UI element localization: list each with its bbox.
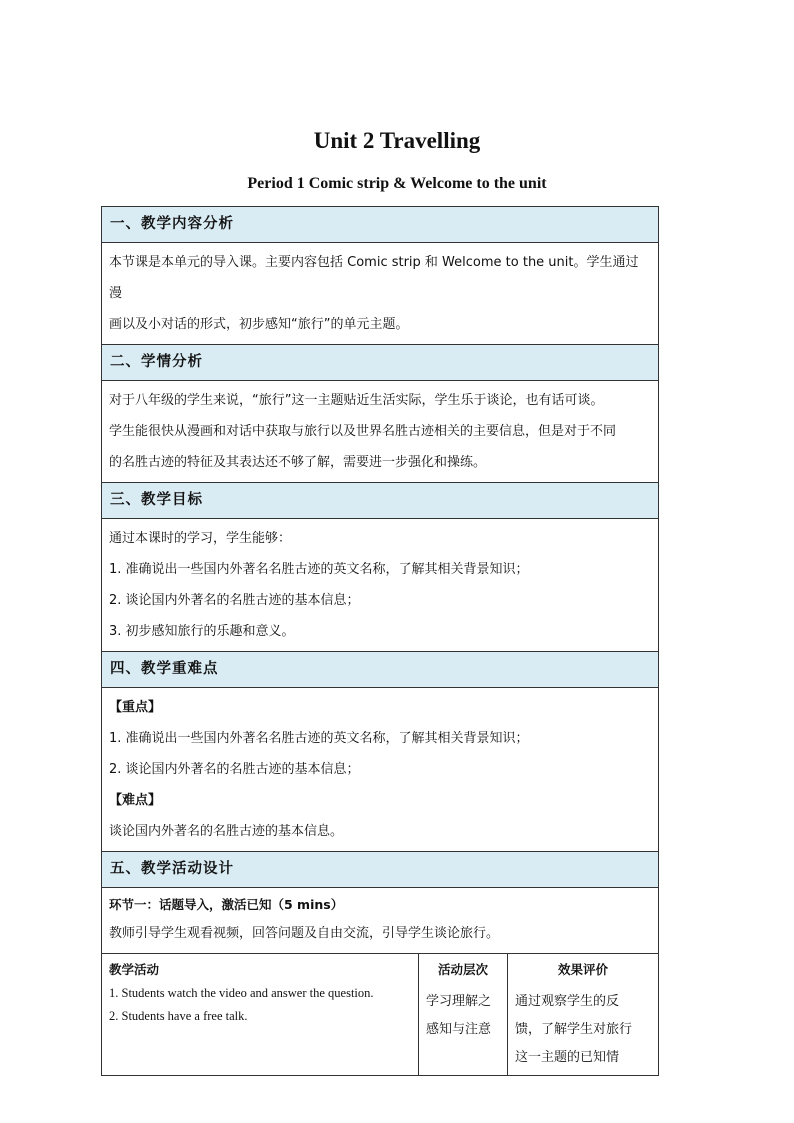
section-heading-objectives: 三、教学目标 <box>102 483 658 519</box>
text-line: 对于八年级的学生来说，“旅行”这一主题贴近生活实际，学生乐于谈论，也有话可谈。 <box>109 393 604 408</box>
text-line: 3. 初步感知旅行的乐趣和意义。 <box>109 624 295 639</box>
evaluation-column <box>508 954 658 1075</box>
level-column <box>419 954 508 1075</box>
section-body-objectives <box>102 519 658 652</box>
section-heading-activity-design: 五、教学活动设计 <box>102 852 658 888</box>
level-line: 学习理解之 <box>426 994 492 1009</box>
evaluation-line: 通过观察学生的反 <box>515 994 620 1009</box>
text-line: 本节课是本单元的导入课。主要内容包括 Comic strip 和 Welcome to the unit。学生通过漫 <box>109 255 639 301</box>
evaluation-column-header: 效果评价 <box>557 962 608 977</box>
activity-item: 2. Students have a free talk. <box>109 1009 248 1023</box>
text-line: 学生能很快从漫画和对话中获取与旅行以及世界名胜古迹相关的主要信息，但是对于不同 <box>109 424 617 439</box>
section-heading-key-points: 四、教学重难点 <box>102 652 658 688</box>
activity-column <box>102 954 419 1075</box>
step-description: 教师引导学生观看视频，回答问题及自由交流，引导学生谈论旅行。 <box>109 926 500 941</box>
evaluation-line: 这一主题的已知情 <box>515 1050 620 1065</box>
evaluation-text <box>515 982 651 1072</box>
text-line: 2. 谈论国内外著名的名胜古迹的基本信息； <box>109 593 360 608</box>
text-line: 1. 准确说出一些国内外著名名胜古迹的英文名称，了解其相关背景知识； <box>109 731 529 746</box>
level-text <box>426 982 500 1044</box>
text-line: 2. 谈论国内外著名的名胜古迹的基本信息； <box>109 762 360 777</box>
activity-table <box>102 954 658 1075</box>
section-body-activity-design <box>102 888 658 954</box>
lesson-plan-table <box>101 206 659 1076</box>
section-body-student-analysis <box>102 381 658 483</box>
text-line: 的名胜古迹的特征及其表达还不够了解，需要进一步强化和操练。 <box>109 455 487 470</box>
document-subtitle: Period 1 Comic strip & Welcome to the unit <box>247 175 547 192</box>
level-column-header: 活动层次 <box>437 962 488 977</box>
document-title: Unit 2 Travelling <box>313 128 481 153</box>
text-line: 谈论国内外著名的名胜古迹的基本信息。 <box>109 824 344 839</box>
section-heading-student-analysis: 二、学情分析 <box>102 345 658 381</box>
activity-item: 1. Students watch the video and answer the question. <box>109 986 374 1000</box>
key-points-label: 【重点】 <box>109 700 162 715</box>
section-body-content-analysis <box>102 243 658 345</box>
section-heading-content-analysis: 一、教学内容分析 <box>102 207 658 243</box>
difficult-points-label: 【难点】 <box>109 793 162 808</box>
step-title: 环节一：话题导入，激活已知（5 mins） <box>109 897 344 912</box>
text-line: 画以及小对话的形式，初步感知“旅行”的单元主题。 <box>109 317 409 332</box>
level-line: 感知与注意 <box>426 1022 492 1037</box>
section-body-key-points <box>102 688 658 852</box>
evaluation-line: 馈，了解学生对旅行 <box>515 1022 633 1037</box>
text-line: 通过本课时的学习，学生能够： <box>109 531 292 546</box>
activity-column-header: 教学活动 <box>109 962 160 977</box>
text-line: 1. 准确说出一些国内外著名名胜古迹的英文名称，了解其相关背景知识； <box>109 562 529 577</box>
